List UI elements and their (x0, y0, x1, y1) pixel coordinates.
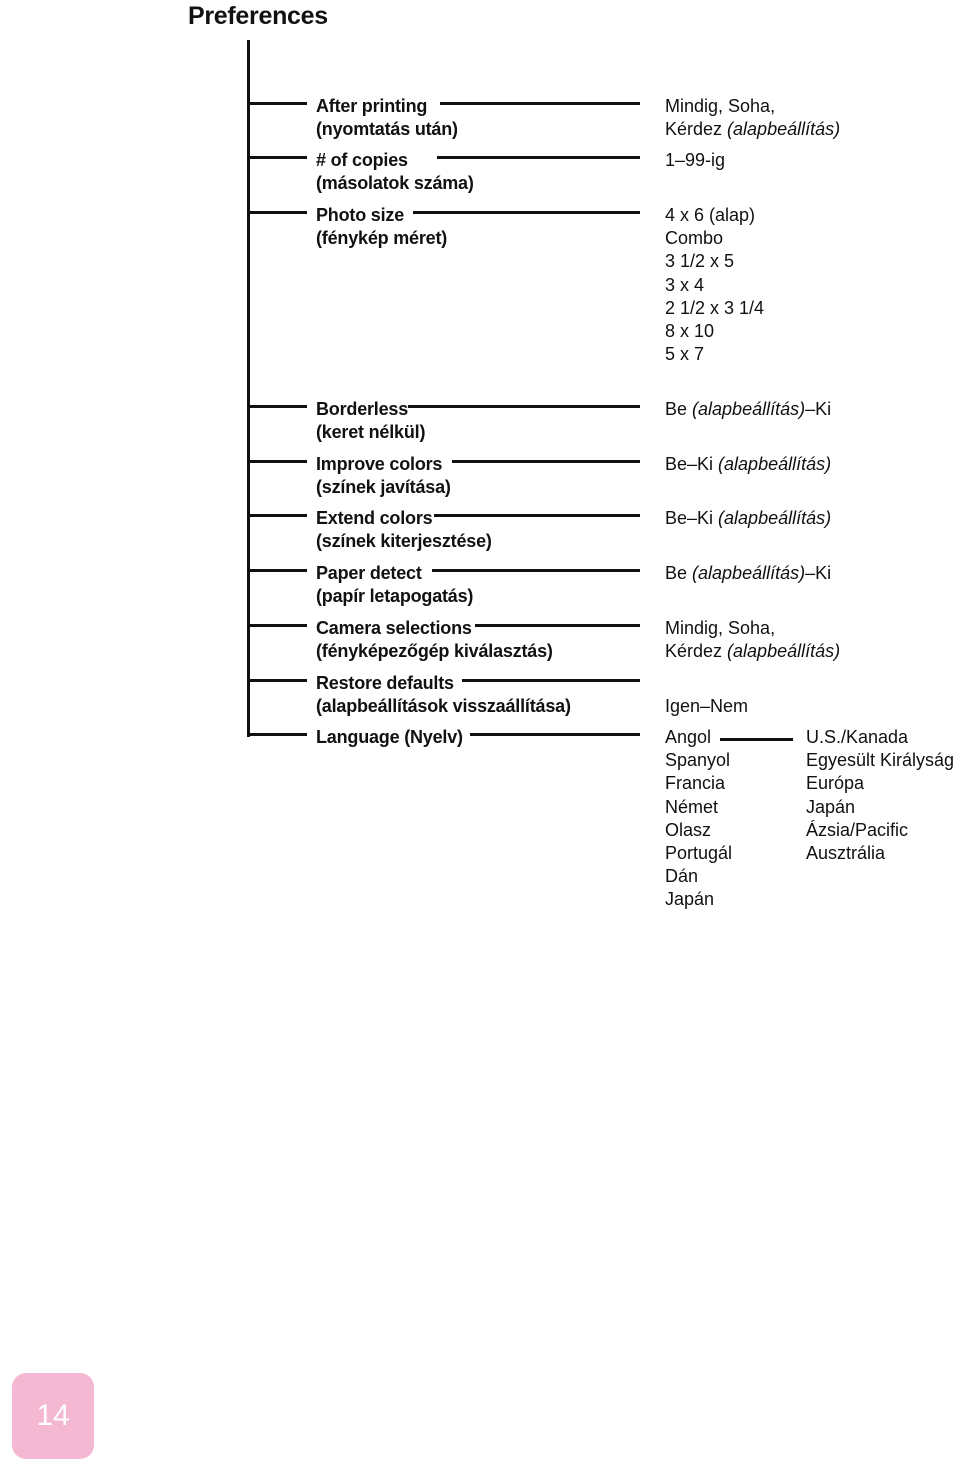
setting-values (665, 507, 831, 530)
setting-name-hungarian: (másolatok száma) (316, 173, 474, 193)
setting-label (316, 726, 463, 749)
option-value: 2 1/2 x 3 1/4 (665, 297, 765, 318)
setting-name-hungarian: (papír letapogatás) (316, 586, 474, 606)
connector-line (434, 514, 640, 517)
option-value: Német (665, 796, 719, 817)
region-item: Európa (806, 773, 865, 794)
connector-line (452, 460, 640, 463)
setting-name-hungarian: (színek javítása) (316, 477, 451, 497)
default-marker: (alapbeállítás) (692, 399, 806, 419)
tree-branch-line (249, 102, 307, 105)
setting-name: Improve colors (316, 454, 443, 474)
setting-name: Camera selections (316, 618, 472, 638)
setting-values (665, 617, 840, 663)
default-marker: (alapbeállítás) (718, 454, 832, 474)
option-value: Be (alapbeállítás)–Ki (665, 563, 832, 583)
language-region-connector (720, 738, 793, 741)
option-value: Be–Ki (alapbeállítás) (665, 454, 832, 474)
option-value: Dán (665, 866, 699, 887)
setting-name: Language (Nyelv) (316, 727, 463, 747)
connector-line (437, 156, 640, 159)
connector-line (432, 569, 640, 572)
option-value: 1–99-ig (665, 150, 726, 170)
connector-line (470, 733, 640, 736)
setting-name-hungarian: (nyomtatás után) (316, 119, 458, 139)
option-value: 3 x 4 (665, 274, 705, 295)
default-marker: (alapbeállítás) (727, 641, 841, 662)
option-value: Igen–Nem (665, 696, 749, 716)
option-value: Combo (665, 228, 724, 249)
setting-values (665, 695, 748, 718)
connector-line (440, 102, 640, 105)
default-marker: (alapbeállítás) (692, 563, 806, 583)
setting-name-hungarian: (fénykép méret) (316, 228, 448, 248)
setting-name: Borderless (316, 399, 409, 419)
setting-name: Photo size (316, 205, 405, 225)
option-value: Kérdez (alapbeállítás) (665, 119, 841, 140)
option-value: 5 x 7 (665, 344, 705, 365)
setting-name: Paper detect (316, 563, 422, 583)
option-value: Kérdez (alapbeállítás) (665, 641, 841, 662)
region-item: Japán (806, 796, 856, 817)
page-number-tab (12, 1373, 94, 1459)
region-item: Egyesült Királyság (806, 750, 955, 771)
connector-line (475, 624, 640, 627)
setting-name-hungarian: (alapbeállítások visszaállítása) (316, 696, 571, 716)
tree-branch-line (249, 156, 307, 159)
option-value: Mindig, Soha, (665, 618, 776, 638)
option-value: Francia (665, 773, 726, 794)
setting-label (316, 453, 451, 499)
setting-name-hungarian: (keret nélkül) (316, 422, 426, 442)
tree-branch-line (249, 624, 307, 627)
option-value: 4 x 6 (alap) (665, 205, 756, 225)
tree-branch-line (249, 460, 307, 463)
option-value: 3 1/2 x 5 (665, 251, 735, 272)
setting-values (665, 562, 831, 585)
setting-name: Restore defaults (316, 673, 454, 693)
setting-label (316, 95, 458, 141)
region-item: U.S./Kanada (806, 727, 909, 747)
tree-branch-line (249, 733, 307, 736)
setting-values (665, 149, 725, 172)
tree-trunk-line (247, 40, 250, 737)
setting-name: Extend colors (316, 508, 433, 528)
region-list (806, 726, 954, 865)
option-value: Spanyol (665, 750, 731, 771)
default-marker: (alapbeállítás) (727, 119, 841, 140)
option-value: Portugál (665, 843, 733, 864)
option-value: Japán (665, 889, 715, 910)
tree-branch-line (249, 569, 307, 572)
option-value: 8 x 10 (665, 321, 715, 342)
option-value: Mindig, Soha, (665, 96, 776, 116)
connector-line (408, 405, 640, 408)
option-value: Olasz (665, 819, 712, 840)
region-item: Ázsia/Pacific (806, 819, 909, 840)
setting-name-hungarian: (fényképezőgép kiválasztás) (316, 641, 553, 661)
tree-branch-line (249, 405, 307, 408)
tree-branch-line (249, 211, 307, 214)
option-value: Be–Ki (alapbeállítás) (665, 508, 832, 528)
setting-values (665, 726, 732, 912)
default-marker: (alapbeállítás) (718, 508, 832, 528)
setting-values (665, 453, 831, 476)
option-value: Angol (665, 727, 712, 747)
option-value: Be (alapbeállítás)–Ki (665, 399, 832, 419)
setting-name: # of copies (316, 150, 408, 170)
page-title: Preferences (188, 2, 328, 30)
setting-name: After printing (316, 96, 428, 116)
setting-values (665, 398, 831, 421)
connector-line (413, 211, 640, 214)
page-number: 14 (36, 1399, 70, 1432)
connector-line (462, 679, 640, 682)
region-item: Ausztrália (806, 843, 886, 864)
tree-branch-line (249, 514, 307, 517)
tree-branch-line (249, 679, 307, 682)
setting-values (665, 204, 764, 366)
setting-values (665, 95, 840, 141)
setting-name-hungarian: (színek kiterjesztése) (316, 531, 492, 551)
